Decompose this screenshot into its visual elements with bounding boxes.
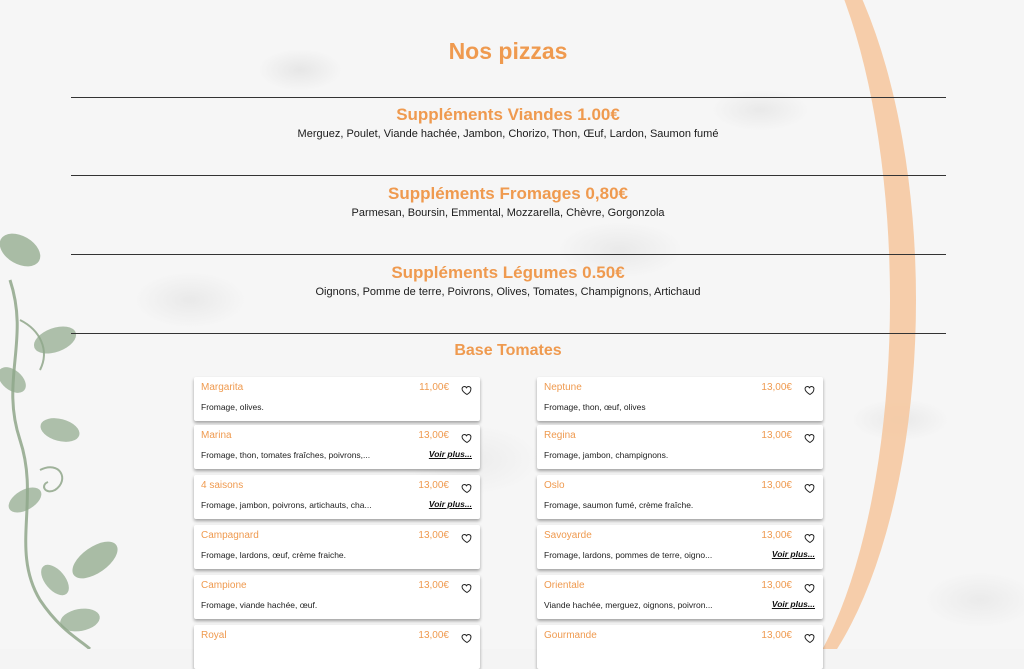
pizza-price: 13,00€ <box>418 580 449 591</box>
supplement-vegetables <box>0 262 1016 299</box>
pizza-price: 13,00€ <box>418 630 449 641</box>
heart-icon[interactable] <box>461 383 473 395</box>
pizza-name: Margarita <box>201 382 244 393</box>
heart-icon[interactable] <box>804 431 816 443</box>
page-title: Nos pizzas <box>448 38 568 64</box>
pizza-name: Orientale <box>544 580 585 591</box>
supplement-items: Oignons, Pomme de terre, Poivrons, Olives, Tomates, Champignons, Artichaud <box>315 286 701 298</box>
pizza-name: Neptune <box>544 382 582 393</box>
divider <box>71 254 946 255</box>
heart-icon[interactable] <box>461 481 473 493</box>
pizza-description: Fromage, olives. <box>201 402 264 412</box>
pizza-card[interactable] <box>537 525 823 569</box>
heart-icon[interactable] <box>804 481 816 493</box>
pizza-card[interactable] <box>194 575 480 619</box>
pizza-name: Campagnard <box>201 530 259 541</box>
see-more-link[interactable]: Voir plus... <box>771 599 815 609</box>
pizza-name: Royal <box>201 630 227 641</box>
supplement-items: Merguez, Poulet, Viande hachée, Jambon, Chorizo, Thon, Œuf, Lardon, Saumon fumé <box>297 128 719 140</box>
supplement-cheese <box>0 183 1016 220</box>
heart-icon[interactable] <box>461 581 473 593</box>
pizza-name: Savoyarde <box>544 530 592 541</box>
pizza-card[interactable] <box>537 625 823 669</box>
pizza-price: 13,00€ <box>418 430 449 441</box>
heart-icon[interactable] <box>804 383 816 395</box>
heart-icon[interactable] <box>804 581 816 593</box>
supplement-meat <box>0 104 1016 141</box>
pizza-price: 13,00€ <box>418 480 449 491</box>
divider <box>71 333 946 334</box>
pizza-card[interactable] <box>537 575 823 619</box>
supplement-items: Parmesan, Boursin, Emmental, Mozzarella, Chèvre, Gorgonzola <box>351 207 665 219</box>
pizza-description: Fromage, jambon, champignons. <box>544 450 669 460</box>
see-more-link[interactable]: Voir plus... <box>428 449 472 459</box>
see-more-link[interactable]: Voir plus... <box>428 499 472 509</box>
pizza-price: 13,00€ <box>761 430 792 441</box>
heart-icon[interactable] <box>461 431 473 443</box>
pizza-price: 13,00€ <box>418 530 449 541</box>
section-title: Base Tomates <box>454 342 562 359</box>
pizza-description: Fromage, lardons, œuf, crème fraiche. <box>201 550 347 560</box>
pizza-card[interactable] <box>194 377 480 421</box>
pizza-description: Fromage, saumon fumé, crème fraîche. <box>544 500 694 510</box>
heart-icon[interactable] <box>804 631 816 643</box>
heart-icon[interactable] <box>804 531 816 543</box>
pizza-description: Fromage, thon, œuf, olives <box>544 402 646 412</box>
divider <box>71 175 946 176</box>
pizza-card[interactable] <box>194 525 480 569</box>
pizza-price: 13,00€ <box>761 480 792 491</box>
pizza-name: Oslo <box>544 480 565 491</box>
pizza-price: 13,00€ <box>761 382 792 393</box>
pizza-price: 13,00€ <box>761 580 792 591</box>
pizza-description: Fromage, jambon, poivrons, artichauts, cha... <box>201 500 372 510</box>
pizza-name: 4 saisons <box>201 480 244 491</box>
heart-icon[interactable] <box>461 631 473 643</box>
supplement-title: Suppléments Viandes 1.00€ <box>396 105 620 124</box>
see-more-link[interactable]: Voir plus... <box>771 549 815 559</box>
pizza-description: Fromage, viande hachée, œuf. <box>201 600 318 610</box>
divider <box>71 97 946 98</box>
pizza-description: Fromage, thon, tomates fraîches, poivrons,... <box>201 450 371 460</box>
pizza-card[interactable] <box>537 377 823 421</box>
pizza-name: Regina <box>544 430 576 441</box>
pizza-card[interactable] <box>537 425 823 469</box>
pizza-name: Marina <box>201 430 232 441</box>
pizza-price: 13,00€ <box>761 530 792 541</box>
pizza-card[interactable] <box>537 475 823 519</box>
pizza-description: Fromage, lardons, pommes de terre, oigno... <box>544 550 713 560</box>
pizza-price: 13,00€ <box>761 630 792 641</box>
supplement-title: Suppléments Légumes 0.50€ <box>391 263 625 282</box>
pizza-name: Campione <box>201 580 247 591</box>
pizza-card[interactable] <box>194 475 480 519</box>
pizza-price: 11,00€ <box>419 382 449 393</box>
heart-icon[interactable] <box>461 531 473 543</box>
pizza-description: Viande hachée, merguez, oignons, poivron... <box>544 600 713 610</box>
pizza-card[interactable] <box>194 625 480 669</box>
pizza-name: Gourmande <box>544 630 597 641</box>
supplement-title: Suppléments Fromages 0,80€ <box>388 184 628 203</box>
pizza-card[interactable] <box>194 425 480 469</box>
